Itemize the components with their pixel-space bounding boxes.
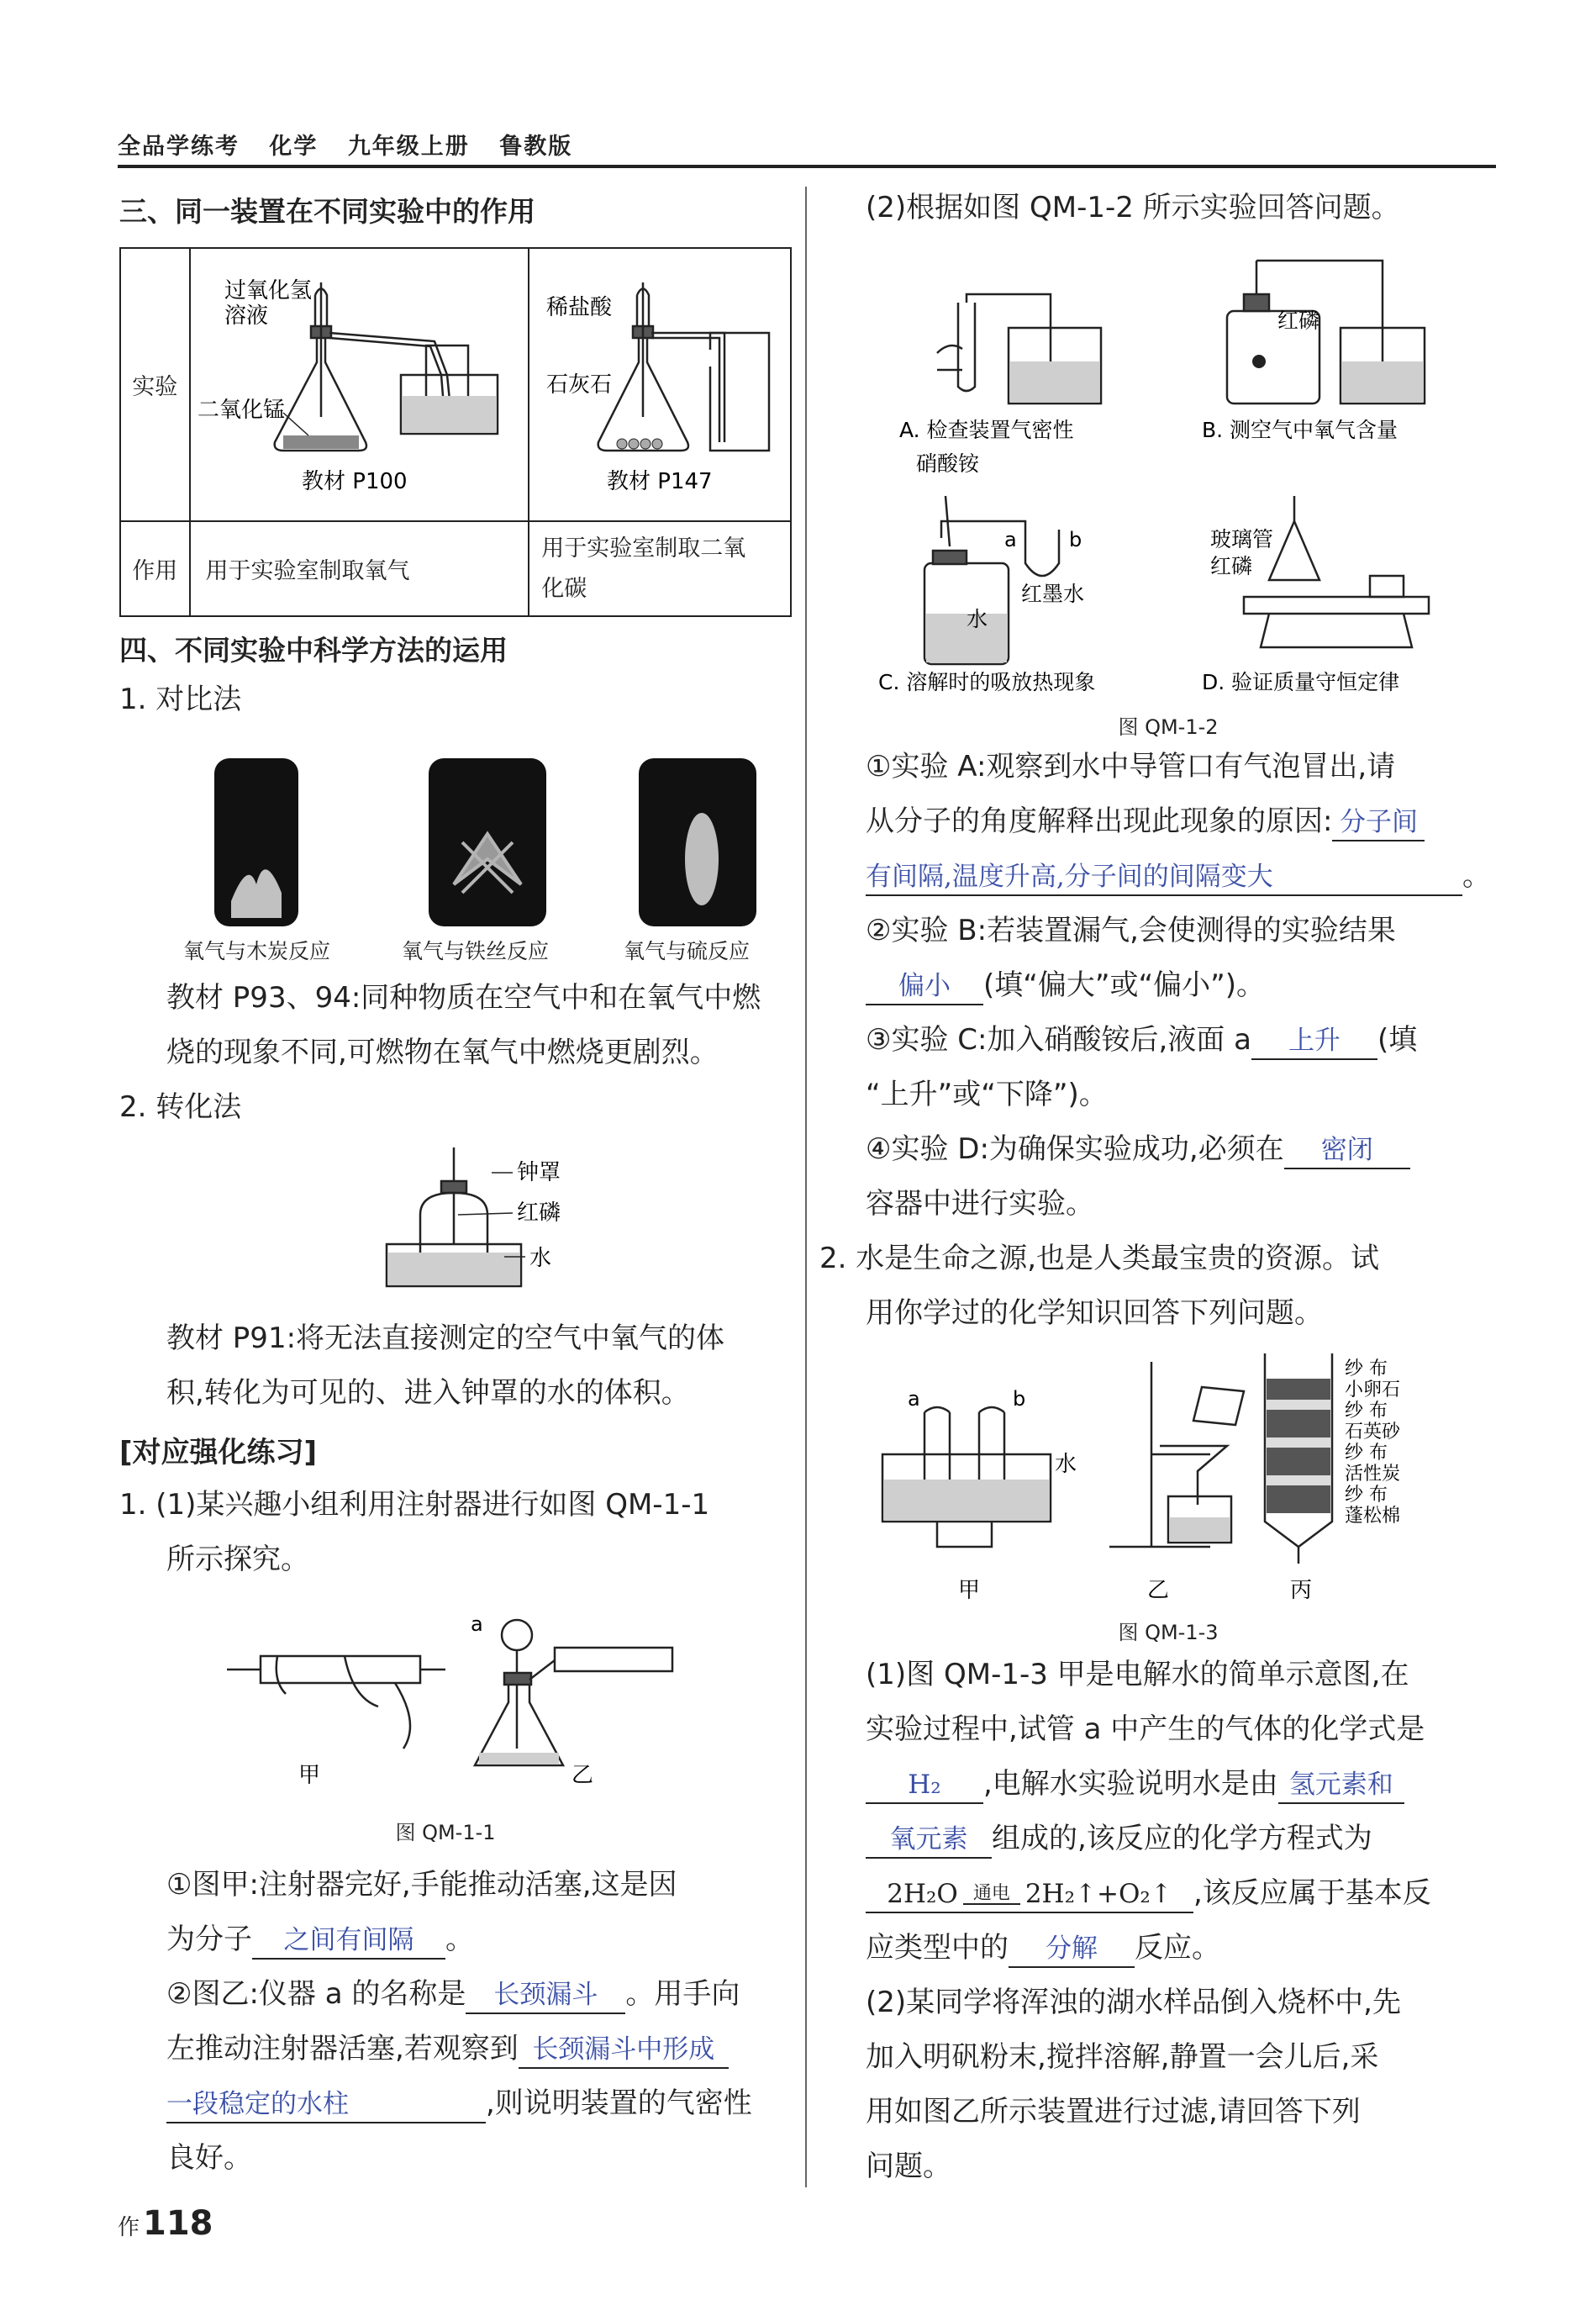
right-use: [529, 521, 791, 616]
label-limestone: 石灰石: [546, 372, 613, 398]
w1-line3: H₂ ,电解水实验说明水是由 氢元素和: [866, 1757, 1404, 1812]
r2-line2: 偏小 (填“偏大”或“偏小”)。: [866, 958, 1265, 1013]
fig2-c-a: a: [1004, 528, 1017, 551]
right-use-line2: 化碳: [541, 575, 587, 602]
fig3-a: a: [908, 1387, 920, 1411]
column-divider: [805, 187, 807, 2187]
fig2-label-d: D. 验证质量守恒定律: [1202, 670, 1400, 694]
layer-1: 小卵石: [1345, 1379, 1401, 1401]
fig3-caption: 图 QM-1-3: [1118, 1621, 1219, 1644]
q1-i2-line3: 一段稳定的水柱 ,则说明装置的气密性: [166, 2076, 752, 2131]
page-number: 作 118: [118, 2204, 213, 2243]
caption-iron: 氧气与铁丝反应: [402, 939, 550, 963]
row-label-use: 作用: [120, 521, 190, 616]
label-a: a: [471, 1612, 483, 1636]
layer-0: 纱 布: [1345, 1358, 1388, 1379]
fig2-c-red-ink: 红墨水: [1021, 582, 1085, 606]
ref-p147: 教材 P147: [607, 469, 713, 494]
equation-condition: 通电: [958, 1876, 1025, 1912]
r3-line2: “上升”或“下降”)。: [866, 1078, 1108, 1111]
photo-charcoal: [214, 758, 298, 926]
fig2-four-experiments: [866, 244, 1496, 715]
fig2-d-glass-tube: 玻璃管: [1210, 527, 1274, 551]
caption-sulfur: 氧气与硫反应: [624, 939, 751, 963]
fig2-c-water: 水: [967, 607, 988, 631]
method2-text1: 教材 P91:将无法直接测定的空气中氧气的体: [166, 1321, 725, 1355]
fig2-caption: 图 QM-1-2: [1118, 715, 1219, 739]
q1b-intro: (2)根据如图 QM-1-2 所示实验回答问题。: [866, 191, 1400, 224]
answer-water-column-2: 一段稳定的水柱: [166, 2086, 486, 2123]
r4-line2: 容器中进行实验。: [866, 1187, 1094, 1221]
w2-line1: (2)某同学将浑浊的湖水样品倒入烧杯中,先: [866, 1986, 1401, 2019]
caption-charcoal: 氧气与木炭反应: [183, 939, 331, 963]
syringe-figure: [227, 1597, 689, 1791]
q1-i1-line2: 为分子 之间有间隔 。: [166, 1912, 474, 1967]
row-label-experiment: 实验: [120, 248, 190, 521]
label-red-phosphorus: 红磷: [517, 1200, 561, 1226]
header-rule: [118, 165, 1496, 168]
w2-line4: 问题。: [866, 2150, 951, 2183]
fig3-yi: 乙: [1147, 1578, 1170, 1603]
r2-line1: ②实验 B:若装置漏气,会使测得的实验结果: [866, 914, 1396, 947]
layer-2: 纱 布: [1345, 1401, 1388, 1422]
q1-i2-line2: 左推动注射器活塞,若观察到 长颈漏斗中形成: [166, 2022, 729, 2076]
fig3-jia: 甲: [958, 1578, 981, 1603]
label-h2o2: 过氧化氢: [224, 278, 312, 303]
fig2-c-b: b: [1069, 528, 1082, 551]
left-apparatus-cell: [190, 248, 529, 521]
oxygen-apparatus-figure: [191, 249, 527, 514]
section3-title: 三、同一装置在不同实验中的作用: [119, 195, 535, 228]
r1-line3: 有间隔,温度升高,分子间的间隔变大 。: [866, 849, 1491, 904]
w2-line2: 加入明矾粉末,搅拌溶解,静置一会儿后,采: [866, 2040, 1379, 2074]
label-solution: 溶液: [224, 303, 268, 329]
w1-line5: 2H₂O 通电 2H₂↑+O₂↑ ,该反应属于基本反: [866, 1866, 1431, 1921]
fig3-b: b: [1013, 1387, 1026, 1411]
photo-iron-wire: [429, 758, 546, 926]
layer-3: 石英砂: [1345, 1422, 1401, 1443]
answer-h2: H₂: [866, 1767, 983, 1804]
answer-molecule-1: 分子间: [1332, 804, 1425, 841]
q1-i2-line4: 良好。: [166, 2141, 252, 2175]
answer-o-element: 氧元素: [866, 1822, 992, 1859]
section4-title: 四、不同实验中科学方法的运用: [119, 634, 508, 667]
layer-5: 活性炭: [1345, 1464, 1401, 1485]
right-use-line1: 用于实验室制取二氧: [541, 535, 746, 562]
w1-line4: 氧元素 组成的,该反应的化学方程式为: [866, 1812, 1372, 1866]
w1-line6: 应类型中的 分解 反应。: [866, 1921, 1220, 1976]
answer-sealed: 密闭: [1284, 1132, 1410, 1169]
r1-line1: ①实验 A:观察到水中导管口有气泡冒出,请: [866, 750, 1396, 783]
fig3-water: 水: [1055, 1452, 1077, 1477]
fig2-label-b: B. 测空气中氧气含量: [1202, 418, 1398, 442]
q1-line1: 1. (1)某兴趣小组利用注射器进行如图 QM-1-1: [119, 1488, 710, 1522]
method1-text1: 教材 P93、94:同种物质在空气中和在氧气中燃: [166, 981, 761, 1015]
method2-heading: 2. 转化法: [119, 1090, 242, 1124]
experiment-table: [119, 247, 792, 617]
label-jia: 甲: [298, 1763, 321, 1788]
answer-water-column-1: 长颈漏斗中形成: [519, 2032, 729, 2069]
answer-rise: 上升: [1251, 1023, 1377, 1060]
label-water: 水: [529, 1246, 552, 1271]
fig2-d-red-phosphorus: 红磷: [1210, 554, 1253, 578]
method1-heading: 1. 对比法: [119, 683, 242, 716]
q2-line2: 用你学过的化学知识回答下列问题。: [866, 1296, 1323, 1330]
answer-molecule-2: 有间隔,温度升高,分子间的间隔变大: [866, 859, 1462, 896]
answer-decomposition: 分解: [1009, 1931, 1135, 1968]
answer-h-element: 氢元素和: [1278, 1767, 1404, 1804]
subject: 化学: [269, 134, 319, 160]
fig2-label-a: A. 检查装置气密性: [899, 418, 1074, 442]
method2-text2: 积,转化为可见的、进入钟罩的水的体积。: [166, 1376, 690, 1410]
answer-smaller: 偏小: [866, 968, 983, 1005]
fig2-c-nh4no3: 硝酸铵: [916, 451, 980, 476]
q2-line1: 2. 水是生命之源,也是人类最宝贵的资源。试: [819, 1242, 1380, 1275]
grade: 九年级上册: [347, 134, 470, 160]
q1-i1-line1: ①图甲:注射器完好,手能推动活塞,这是因: [166, 1868, 677, 1902]
r1-line2: 从分子的角度解释出现此现象的原因: 分子间: [866, 794, 1425, 849]
r3-line1: ③实验 C:加入硝酸铵后,液面 a 上升 (填: [866, 1013, 1417, 1068]
w1-line1: (1)图 QM-1-3 甲是电解水的简单示意图,在: [866, 1658, 1409, 1691]
label-mno2: 二氧化锰: [197, 398, 285, 423]
fig2-label-c: C. 溶解时的吸放热现象: [878, 670, 1096, 694]
fig3-water-figures: [874, 1345, 1479, 1606]
w2-line3: 用如图乙所示装置进行过滤,请回答下列: [866, 2095, 1361, 2129]
book-title: 全品学练考: [118, 134, 240, 160]
layer-6: 纱 布: [1345, 1485, 1388, 1506]
bell-jar-figure: [378, 1147, 597, 1316]
ref-p100: 教材 P100: [301, 469, 408, 494]
answer-funnel: 长颈漏斗: [466, 1977, 625, 2014]
q1-i2-line1: ②图乙:仪器 a 的名称是 长颈漏斗 。用手向: [166, 1967, 740, 2022]
answer-equation: 2H₂O 通电 2H₂↑+O₂↑: [866, 1876, 1193, 1913]
practice-title: [对应强化练习]: [119, 1436, 318, 1469]
label-bell-jar: 钟罩: [517, 1160, 561, 1185]
book-header: [118, 128, 593, 161]
q1-line2: 所示探究。: [166, 1543, 309, 1576]
answer-gap: 之间有间隔: [252, 1923, 445, 1960]
layer-4: 纱 布: [1345, 1443, 1388, 1464]
co2-apparatus-figure: [529, 249, 788, 514]
fig1-caption: 图 QM-1-1: [395, 1821, 496, 1844]
right-apparatus-cell: [529, 248, 791, 521]
layer-7: 蓬松棉: [1345, 1506, 1401, 1527]
photo-sulfur: [639, 758, 756, 926]
r4-line1: ④实验 D:为确保实验成功,必须在 密闭: [866, 1122, 1410, 1177]
label-yi: 乙: [572, 1763, 594, 1788]
left-use: 用于实验室制取氧气: [190, 521, 529, 616]
fig3-bing: 丙: [1290, 1578, 1313, 1603]
w1-line2: 实验过程中,试管 a 中产生的气体的化学式是: [866, 1712, 1425, 1746]
method1-text2: 烧的现象不同,可燃物在氧气中燃烧更剧烈。: [166, 1036, 719, 1069]
edition: 鲁教版: [499, 134, 573, 160]
fig2-b-red-phosphorus: 红磷: [1277, 309, 1320, 333]
label-hcl: 稀盐酸: [546, 295, 613, 320]
